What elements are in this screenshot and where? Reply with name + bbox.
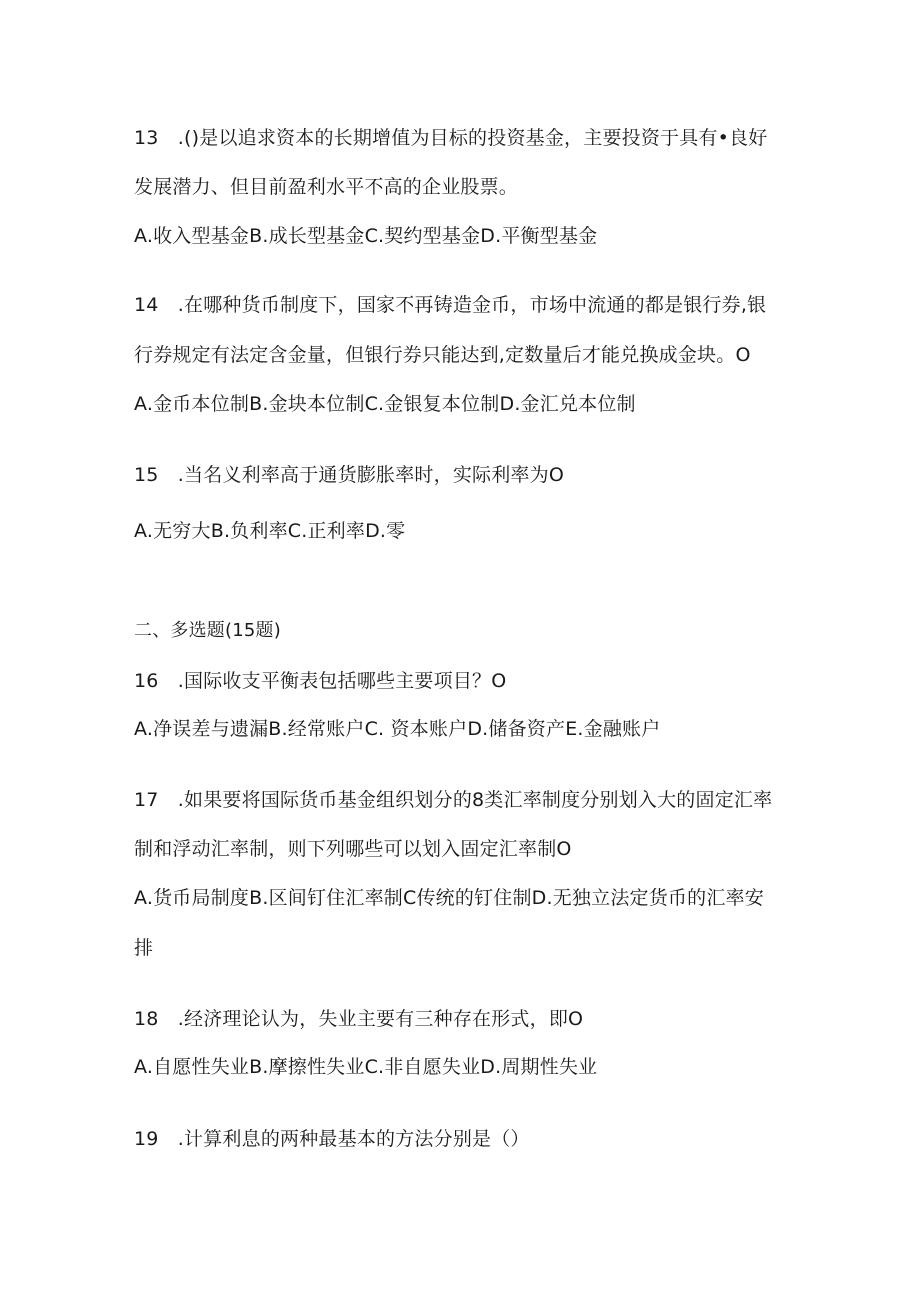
question-19-text-line-1: 19 .计算利息的两种最基本的方法分别是（） [134,1128,530,1150]
question-13-text-line-1: 13 .()是以追求资本的长期增值为目标的投资基金，主要投资于具有•良好 [134,127,768,149]
question-16-options: A.净误差与遗漏B.经常账户C. 资本账户D.储备资产E.金融账户 [134,718,661,740]
question-13-text-line-2: 发展潜力、但目前盈利水平不高的企业股票。 [134,176,519,198]
question-14-options: A.金币本位制B.金块本位制C.金银复本位制D.金汇兑本位制 [134,393,636,415]
question-15-options: A.无穷大B.负利率C.正利率D.零 [134,520,406,542]
question-17-text-line-1: 17 .如果要将国际货币基金组织划分的8类汇率制度分别划入大的固定汇率 [134,789,773,811]
question-13-options: A.收入型基金B.成长型基金C.契约型基金D.平衡型基金 [134,225,598,247]
question-18-text-line-1: 18 .经济理论认为，失业主要有三种存在形式，即O [134,1008,584,1030]
question-14-text-line-2: 行券规定有法定含金量，但银行券只能达到,定数量后才能兑换成金块。O [134,344,751,366]
question-14-text-line-1: 14 .在哪种货币制度下，国家不再铸造金币，市场中流通的都是银行券,银 [134,294,767,316]
question-15-text-line-1: 15 .当名义利率高于通货膨胀率时，实际利率为O [134,464,564,486]
question-17-text-line-2: 制和浮动汇率制，则下列哪些可以划入固定汇率制O [134,838,572,860]
question-16-text-line-1: 16 .国际收支平衡表包括哪些主要项目？O [134,670,507,692]
question-17-options-line-2: 排 [134,937,154,959]
section-heading-multiple-choice: 二、多选题(15题) [134,620,281,641]
question-18-options: A.自愿性失业B.摩擦性失业C.非自愿失业D.周期性失业 [134,1056,598,1078]
question-17-options-line-1: A.货币局制度B.区间钉住汇率制C传统的钉住制D.无独立法定货币的汇率安 [134,887,764,909]
